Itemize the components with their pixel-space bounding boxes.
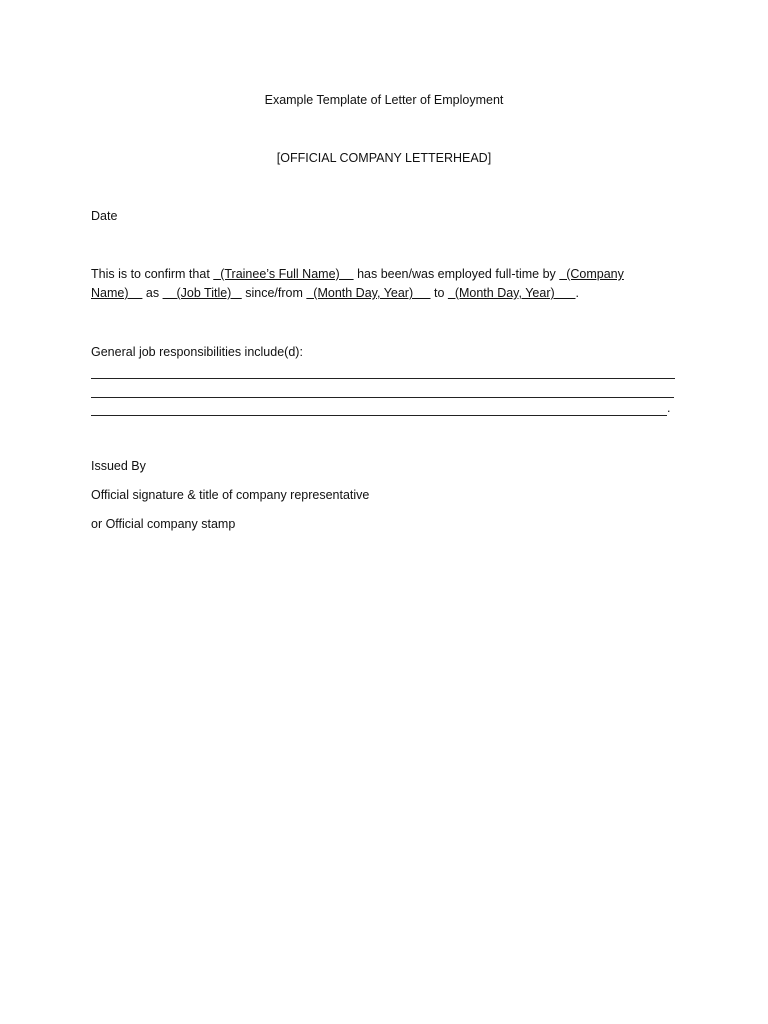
responsibilities-rule-3 [91, 415, 667, 416]
rule-end-period: . [667, 401, 671, 415]
date-label: Date [91, 209, 118, 223]
confirmation-line-2 [91, 286, 579, 300]
employed-text: has been/was employed full-time by [353, 267, 560, 281]
end-date-field: (Month Day, Year) [447, 286, 576, 300]
trainee-name-field: (Trainee’s Full Name) [213, 267, 354, 281]
to-text: to [430, 286, 448, 300]
issued-by-label: Issued By [91, 459, 146, 473]
confirm-text: This is to confirm that [91, 267, 214, 281]
company-name-field-start: (Company [559, 267, 624, 281]
as-text: as [142, 286, 163, 300]
document-title: Example Template of Letter of Employment [264, 93, 504, 107]
confirmation-line-1 [91, 267, 624, 281]
company-name-field-end: Name) [91, 286, 143, 300]
since-from-text: since/from [241, 286, 307, 300]
responsibilities-label: General job responsibilities include(d): [91, 345, 303, 359]
job-title-field: (Job Title) [162, 286, 242, 300]
start-date-field: (Month Day, Year) [306, 286, 431, 300]
period-text: . [575, 286, 579, 300]
responsibilities-rule-2 [91, 397, 674, 398]
letterhead-placeholder: [OFFICIAL COMPANY LETTERHEAD] [276, 151, 492, 165]
signature-line: Official signature & title of company representative [91, 488, 370, 502]
stamp-line: or Official company stamp [91, 517, 236, 531]
responsibilities-rule-1 [91, 378, 675, 379]
